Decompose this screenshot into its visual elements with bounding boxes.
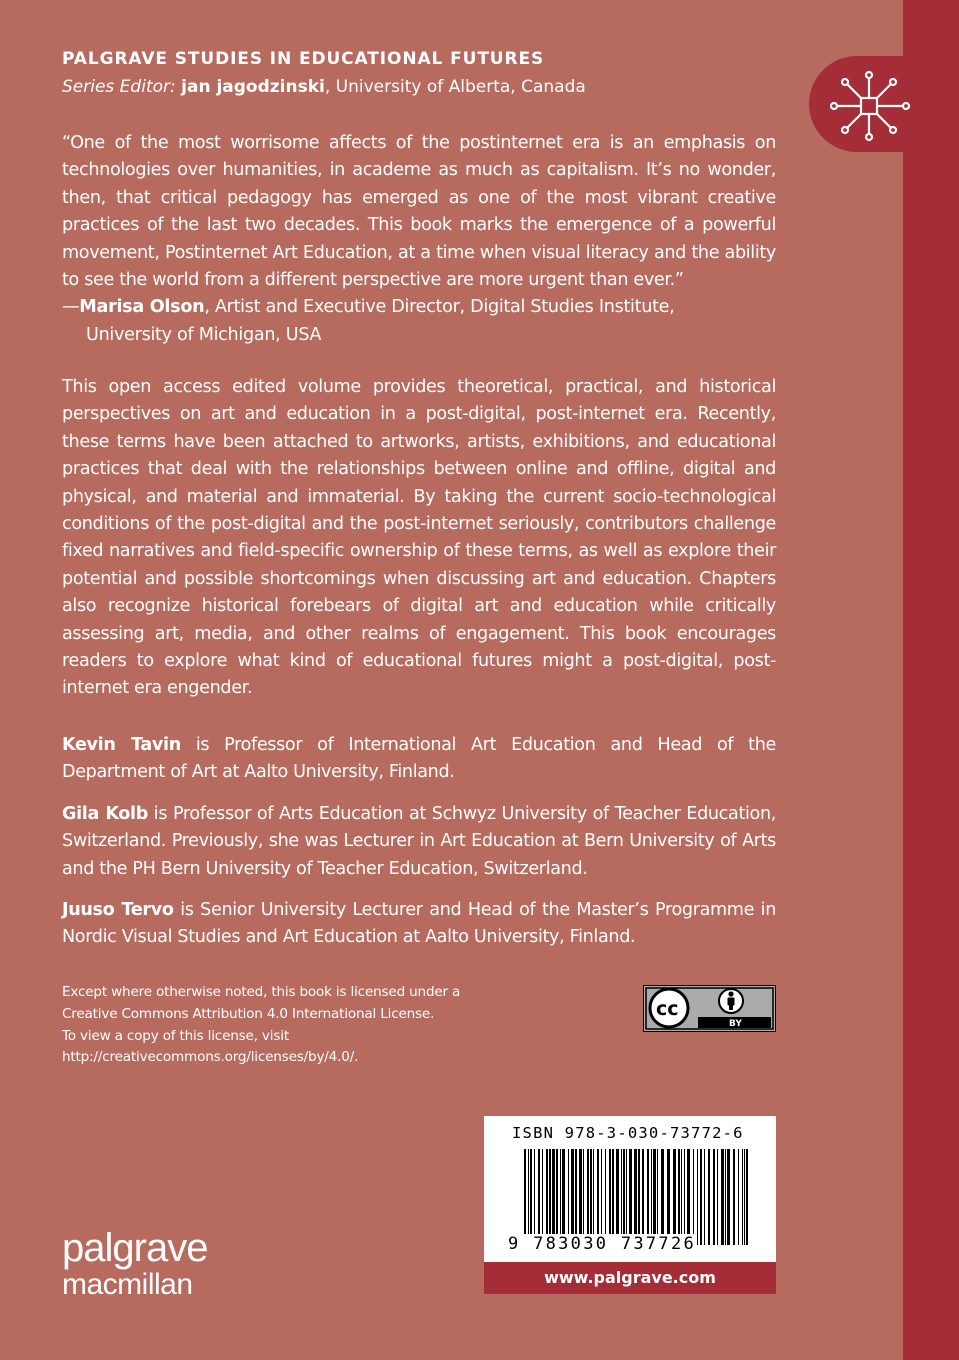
series-editor-affiliation: , University of Alberta, Canada — [324, 77, 586, 97]
publisher-name-line2: macmillan — [62, 1268, 193, 1301]
bio-paragraph — [62, 897, 776, 952]
bio-text: is Professor of Arts Education at Schwyz University of Teacher Education, Switzerland. Previously, she was Lecturer in Art Education at Bern University of Arts and the PH Bern University of Teacher Education, Switzerland. — [62, 803, 776, 879]
barcode-icon — [524, 1149, 752, 1245]
publisher-name-line1: palgrave — [62, 1226, 208, 1270]
cc-logo-text: cc — [656, 998, 679, 1020]
publisher-logo — [62, 1228, 207, 1300]
bio-text: is Professor of International Art Education and Head of the Department of Art at Aalto University, Finland. — [62, 735, 777, 783]
license-notice — [62, 982, 542, 1069]
barcode-box — [484, 1116, 776, 1268]
isbn-label: ISBN 978-3-030-73772-6 — [512, 1124, 744, 1142]
endorsement-quote — [62, 130, 776, 349]
isbn-digits: 9 783030 737726 — [508, 1234, 697, 1254]
description-text: This open access edited volume provides theoretical, practical, and historical perspectives on art and education in a post-digital, post-internet era. Recently, these terms have been attached to artworks, artists, exhibitions, and educational practices that deal with the relationships between online and offline, digital and physical, and material and immaterial. By taking the current socio-technological conditions of the post-digital and the post-internet seriously, contributors challenge fixed narratives and field-specific ownership of these terms, as well as explore their potential and possible shortcomings when discussing art and education. Chapters also recognize historical forebears of digital art and education while critically assessing art, media, and other realms of engagement. This book encourages readers to explore what kind of educational futures might a post-digital, post-internet era engender. — [62, 377, 776, 699]
palgrave-logo-badge — [809, 56, 929, 152]
cc-by-badge[interactable] — [643, 985, 776, 1032]
quote-author-role: , Artist and Executive Director, Digital Studies Institute, — [204, 297, 675, 318]
quote-text: “One of the most worrisome affects of the postinternet era is an emphasis on technologies over humanities, in academe as much as capitalism. It’s no wonder, then, that critical pedagogy has emerged as one of the most vibrant creative practices of the last two decades. This book marks the emergence of a powerful movement, Postinternet Art Education, at a time when visual literacy and the ability to see the world from a different perspective are more urgent than ever.” — [62, 133, 776, 291]
bio-name: Kevin Tavin — [62, 735, 181, 755]
book-description — [62, 374, 776, 703]
series-editor — [62, 75, 586, 99]
license-line: Creative Commons Attribution 4.0 International License. — [62, 1005, 435, 1022]
series-title: PALGRAVE STUDIES IN EDUCATIONAL FUTURES — [62, 49, 545, 69]
person-icon — [719, 989, 743, 1013]
series-editor-name: jan jagodzinski — [181, 77, 325, 97]
quote-dash: — — [62, 297, 80, 318]
cc-by-text: BY — [729, 1019, 742, 1029]
quote-author: Marisa Olson — [79, 297, 205, 318]
palgrave-network-icon — [823, 68, 919, 144]
license-url[interactable]: http://creativecommons.org/licenses/by/4.0/. — [62, 1049, 359, 1066]
publisher-website[interactable]: www.palgrave.com — [484, 1262, 776, 1294]
bio-paragraph — [62, 732, 776, 787]
book-spine — [903, 0, 959, 1360]
license-line: To view a copy of this license, visit — [62, 1027, 289, 1044]
license-line: Except where otherwise noted, this book is licensed under a — [62, 984, 461, 1000]
bio-paragraph — [62, 801, 776, 883]
quote-author-institution: University of Michigan, USA — [86, 324, 322, 345]
series-editor-label: Series Editor: — [62, 77, 176, 97]
quote-attribution — [62, 294, 776, 321]
bio-name: Gila Kolb — [62, 803, 148, 824]
editor-bios — [62, 732, 776, 966]
bio-text: is Senior University Lecturer and Head of the Master’s Programme in Nordic Visual Studies and Art Education at Aalto University, Finland. — [62, 900, 776, 948]
bio-name: Juuso Tervo — [62, 900, 174, 921]
